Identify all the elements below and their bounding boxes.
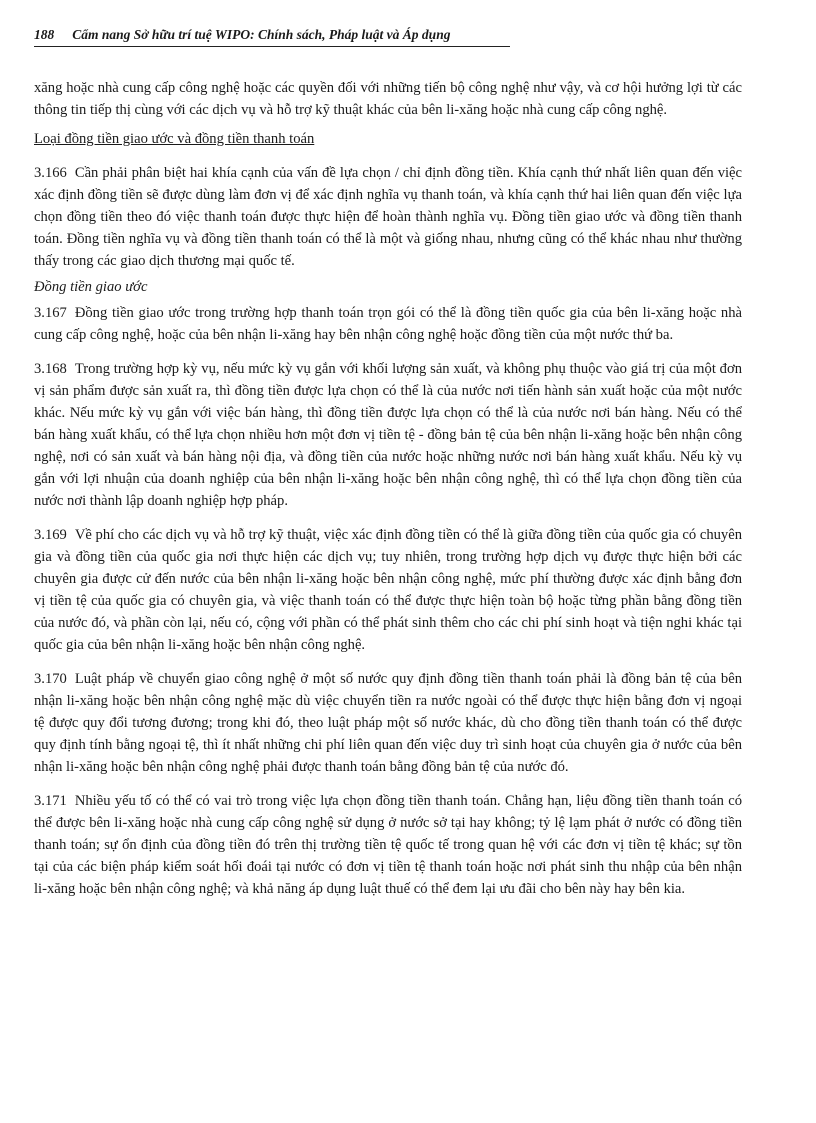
paragraph-number: 3.171 xyxy=(34,793,67,809)
paragraph-3-171 xyxy=(34,790,742,900)
paragraph-number: 3.166 xyxy=(34,165,67,181)
page-body xyxy=(34,77,742,900)
paragraph-text: Nhiều yếu tố có thể có vai trò trong việc lựa chọn đồng tiền thanh toán. Chẳng hạn, liệu đồng tiền thanh toán có thể được bên li-xăng hoặc nhà cung cấp công nghệ sử dụng ở nước sở tại hay không; tỷ lệ lạm phát ở nước có đồng tiền thanh toán; sự ổn định của đồng tiền đó trên thị trường tiền tệ quốc tế trong quan hệ với các đơn vị tiền tệ khác; sự tồn tại của các biện pháp kiểm soát hối đoái tại nước có đơn vị tiền tệ thanh toán hoặc nơi phát sinh thu nhập của bên nhận li-xăng hoặc bên nhận công nghệ; và khả năng áp dụng luật thuế có thể đem lại ưu đãi cho bên này hay bên kia. xyxy=(34,793,742,897)
paragraph-text: Cần phải phân biệt hai khía cạnh của vấn đề lựa chọn / chỉ định đồng tiền. Khía cạnh thứ nhất liên quan đến việc xác định đồng tiền sẽ được dùng làm đơn vị để xác định nghĩa vụ thanh toán, và khía cạnh thứ hai liên quan đến việc lựa chọn đồng tiền theo đó việc thanh toán được thực hiện để hoàn thành nghĩa vụ. Đồng tiền giao ước và đồng tiền thanh toán. Đồng tiền nghĩa vụ và đồng tiền thanh toán có thể là một và giống nhau, nhưng cũng có thể khác nhau như thường thấy trong các giao dịch thương mại quốc tế. xyxy=(34,165,742,269)
section-heading: Loại đồng tiền giao ước và đồng tiền thanh toán xyxy=(34,131,315,147)
paragraph-3-169 xyxy=(34,524,742,656)
header-title: Cẩm nang Sở hữu trí tuệ WIPO: Chính sách, Pháp luật và Áp dụng xyxy=(72,27,451,42)
paragraph-text: Luật pháp về chuyển giao công nghệ ở một số nước quy định đồng tiền thanh toán phải là đồng bản tệ của bên nhận li-xăng hoặc bên nhận công nghệ mặc dù việc chuyển tiền ra nước ngoài có thể được thực hiện bằng đơn vị ngoại tệ được quy đổi tương đương; trong khi đó, theo luật pháp một số nước khác, dù cho đồng tiền thanh toán có thể được quy định tính bằng ngoại tệ, thì ít nhất những chi phí liên quan đến việc duy trì sinh hoạt của chuyên gia ở nước của bên nhận li-xăng hoặc bên nhận công nghệ phải được thanh toán bằng đồng bản tệ của nước đó. xyxy=(34,671,742,775)
paragraph-text: Trong trường hợp kỳ vụ, nếu mức kỳ vụ gắn với khối lượng sản xuất, và không phụ thuộc vào giá trị của một đơn vị sản phẩm được sản xuất ra, thì đồng tiền được lựa chọn có thể là của nước nơi tiến hành sản xuất hoặc của một nước khác. Nếu mức kỳ vụ gắn với việc bán hàng, thì đồng tiền được lựa chọn có thể là của nước nơi bán hàng. Nếu có thể bán hàng xuất khẩu, có thể lựa chọn nhiều hơn một đơn vị tiền tệ - đồng bản tệ của bên nhận li-xăng hoặc bên nhận công nghệ, nơi có sản xuất và bán hàng nội địa, và đồng tiền của nước hoặc những nước nơi bán hàng xuất khẩu. Nếu kỳ vụ gắn với lợi nhuận của doanh nghiệp của bên nhận li-xăng hoặc bên nhận công nghệ, thì có thể lựa chọn đồng tiền của nước nơi thành lập doanh nghiệp hợp pháp. xyxy=(34,361,742,509)
running-header xyxy=(34,27,510,47)
paragraph-3-168 xyxy=(34,358,742,512)
subsection-heading: Đồng tiền giao ước xyxy=(34,279,148,295)
page-number: 188 xyxy=(34,27,55,42)
paragraph-number: 3.170 xyxy=(34,671,67,687)
paragraph-number: 3.169 xyxy=(34,527,67,543)
paragraph-3-167 xyxy=(34,302,742,346)
paragraph-text: Về phí cho các dịch vụ và hỗ trợ kỹ thuật, việc xác định đồng tiền có thể là giữa đồng tiền của quốc gia có chuyên gia và đồng tiền của quốc gia nơi thực hiện các dịch vụ; tuy nhiên, trong trường hợp dịch vụ được thực hiện bởi các chuyên gia được cử đến nước của bên nhận li-xăng hoặc bên nhận công nghệ, mức phí thường được xác định bằng đơn vị tiền tệ của quốc gia có chuyên gia, và việc thanh toán có thể được thực hiện toàn bộ hoặc từng phần bằng đồng tiền của nước đó, và phần còn lại, nếu có, cộng với phần có thể phát sinh thêm cho các chi phí sinh hoạt và tiện nghi khác tại quốc gia của bên nhận li-xăng hoặc bên nhận công nghệ. xyxy=(34,527,742,653)
intro-paragraph: xăng hoặc nhà cung cấp công nghệ hoặc các quyền đối với những tiến bộ công nghệ như vậy, và cơ hội hưởng lợi từ các thông tin tiếp thị cùng với các dịch vụ và hỗ trợ kỹ thuật khác của bên li-xăng hoặc nhà cung cấp công nghệ. xyxy=(34,80,742,118)
paragraph-text: Đồng tiền giao ước trong trường hợp thanh toán trọn gói có thể là đồng tiền quốc gia của bên li-xăng hoặc nhà cung cấp công nghệ, hoặc của bên nhận li-xăng hay bên nhận công nghệ hoặc đồng tiền của một nước thứ ba. xyxy=(34,305,742,343)
paragraph-3-170 xyxy=(34,668,742,778)
paragraph-number: 3.167 xyxy=(34,305,67,321)
paragraph-3-166 xyxy=(34,162,742,272)
paragraph-number: 3.168 xyxy=(34,361,67,377)
